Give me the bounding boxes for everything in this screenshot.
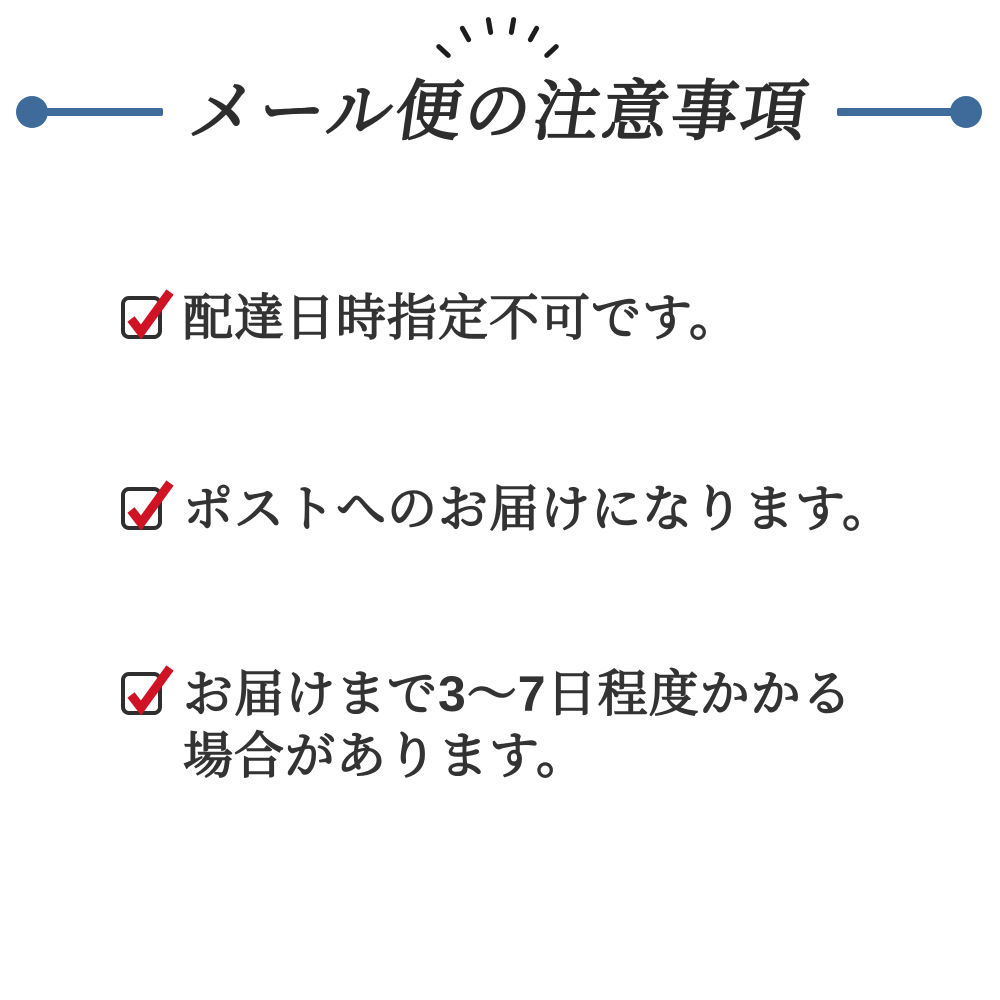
accent-line-right — [837, 108, 954, 116]
notice-line: 場合があります。 — [183, 728, 587, 784]
burst-ray — [543, 43, 560, 59]
burst-ray — [485, 17, 493, 36]
burst-ray — [527, 25, 540, 43]
red-checkmark-box-icon — [121, 296, 162, 339]
burst-rays-icon — [436, 12, 560, 70]
notice-line: ポストへのお届けになります。 — [183, 481, 893, 537]
notice-line: 配達日時指定不可です。 — [183, 290, 740, 346]
accent-dot-right — [950, 96, 982, 128]
notice-item — [121, 478, 893, 540]
burst-ray — [459, 25, 472, 43]
notice-item-text — [183, 663, 853, 787]
notice-item-text — [183, 287, 740, 349]
red-checkmark-box-icon — [121, 672, 162, 715]
checkmark-icon — [126, 662, 174, 716]
checkmark-icon — [126, 286, 174, 340]
burst-ray — [508, 17, 516, 36]
checkmark-icon — [126, 477, 174, 531]
notice-item — [121, 287, 740, 349]
red-checkmark-box-icon — [121, 487, 162, 530]
notice-item-text — [183, 478, 893, 540]
notice-line: お届けまで3〜7日程度かかる — [183, 666, 853, 722]
burst-ray — [435, 43, 452, 59]
page-title: メール便の注意事項 — [184, 74, 816, 148]
notice-item — [121, 663, 853, 787]
